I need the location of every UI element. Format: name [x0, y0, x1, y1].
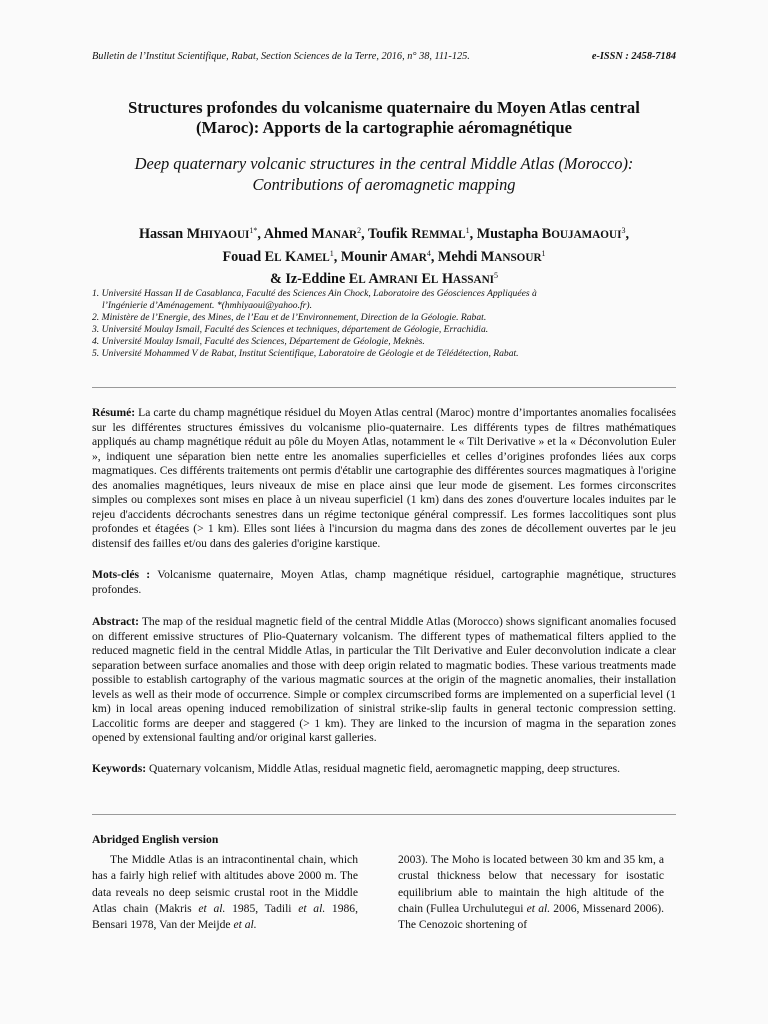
paper-title: [90, 98, 678, 138]
affiliation-4: 4. Université Moulay Ismail, Faculté des Sciences, Département de Géologie, Meknès.: [92, 336, 425, 348]
author-affil-sup: 5: [494, 271, 499, 280]
author-name: & Iz-Eddine E: [269, 271, 359, 287]
resume-paragraph: [92, 406, 676, 551]
author-name-smallcaps: AMEL: [296, 251, 330, 264]
author-name-smallcaps: EMMAL: [421, 229, 466, 241]
body-text: 2003). The Moho is located between 30 km and 35 km, a crustal thickness below that necessary for isostatic equilibrium able to maintain the high altitude of the chain (Fullea Urchulutegui: [398, 853, 664, 915]
resume-label: Résumé:: [92, 406, 136, 419]
author-name: K: [281, 248, 297, 265]
body-text: 1986, Bensari 1978, Van der Meijde: [92, 901, 359, 932]
journal-citation: Bulletin de l’Institut Scientifique, Rabat, Section Sciences de la Terre, 2016, n° 38, 111-125.: [92, 51, 470, 62]
title-line-1: Structures profondes du volcanisme quaternaire du Moyen Atlas central: [128, 98, 640, 117]
et-al: et al.: [526, 901, 551, 915]
et-al: et al.: [298, 901, 326, 915]
author-name-smallcaps: OUJAMAOUI: [551, 229, 622, 241]
author-name: , Mustapha B: [469, 226, 552, 242]
author-affil-sup: 4: [426, 248, 431, 258]
abstract-paragraph: [92, 615, 676, 746]
author-line-3: [90, 267, 678, 290]
divider: [92, 814, 676, 815]
keywords-paragraph: [92, 762, 676, 777]
body-text: 2006, Missenard 2006). The Cenozoic shortening of: [398, 901, 664, 932]
author-list: [90, 222, 678, 290]
keywords-label: Keywords:: [92, 762, 147, 775]
author-name: Fouad E: [222, 248, 275, 265]
body-text: The Middle Atlas is an intracontinental chain, which has a fairly high relief with altitudes above 2000 m. The data reveals no deep seismic crustal root in the Middle Atlas chain (Makris: [92, 853, 358, 915]
et-al: et al.: [233, 918, 257, 932]
abridged-left-column: [92, 852, 358, 933]
keywords-text: Quaternary volcanism, Middle Atlas, residual magnetic field, aeromagnetic mapping, deep structures.: [146, 762, 621, 775]
author-line-2: [90, 245, 678, 268]
issn: e-ISSN : 2458-7184: [591, 51, 676, 62]
author-affil-sup: 1: [329, 248, 334, 258]
motscles-text: Volcanisme quaternaire, Moyen Atlas, champ magnétique résiduel, cartographie magnétique, structures profondes.: [92, 568, 676, 596]
divider: [92, 387, 676, 388]
author-name-smallcaps: L: [430, 274, 439, 286]
author-name: , Mehdi M: [430, 248, 495, 265]
body-text: 1985, Tadili: [225, 901, 299, 915]
motscles-paragraph: [92, 568, 676, 597]
author-name-smallcaps: MAR: [400, 251, 427, 264]
author-line-1: [90, 222, 678, 245]
author-name-smallcaps: MRANI: [378, 274, 418, 286]
author-name: , Ahmed M: [257, 226, 325, 242]
author-affil-sup: 2: [357, 226, 362, 235]
affiliation-3: 3. Université Moulay Ismail, Faculté des Sciences et techniques, département de Géologie, Errachidia.: [92, 324, 489, 336]
author-affil-sup: 1: [541, 248, 546, 258]
et-al: et al.: [198, 901, 226, 915]
motscles-label: Mots-clés :: [92, 568, 151, 581]
affiliation-1: 1. Université Hassan II de Casablanca, Faculté des Sciences Ain Chock, Laboratoire des Géosciences Appliquées à: [92, 288, 537, 299]
abridged-heading: Abridged English version: [92, 833, 219, 846]
paper-subtitle: [90, 154, 678, 195]
affiliation-1-cont: l’Ingénierie d’Aménagement. *(hmhiyaoui@yahoo.fr).: [102, 300, 312, 312]
author-name-smallcaps: ASSANI: [452, 274, 495, 286]
affiliation-2: 2. Ministère de l’Energie, des Mines, de l’Eau et de l’Environnement, Direction de la Géologie. Rabat.: [92, 312, 487, 324]
subtitle-line-1: Deep quaternary volcanic structures in the central Middle Atlas (Morocco):: [134, 154, 634, 173]
author-affil-sup: 1: [465, 226, 470, 235]
author-name-smallcaps: ANSOUR: [494, 251, 542, 264]
running-header: [92, 51, 676, 62]
author-separator: ,: [625, 226, 629, 242]
author-affil-sup: 3: [621, 226, 626, 235]
author-name-smallcaps: L: [358, 274, 366, 286]
abstract-label: Abstract:: [92, 615, 140, 628]
abstract-text: The map of the residual magnetic field of the central Middle Atlas (Morocco) shows significant anomalies focused on different emissive structures of Plio-Quaternary volcanism. The different types of mathematical filters applied to the reduced magnetic field in the central Middle Atlas, in particular the Tilt Derivative and Euler deconvolution indicate a clear separation between surface anomalies and those with deep origin related to magmatic bodies. These various treatments made possible to establish cartography of the various magmatic sources at the origin of the magnetic anomalies, their installation levels as well as their mode of occurrence. Simple or complex circumscribed forms are implemented on a superficial level (1 km) in local areas opening induced remobilization of sinistral strike-slip faults in general tectonic compression setting. Laccolitic forms are deeper and staggered (> 1 km). They are linked to the incursion of magma in the separation zones opened by extensional faulting and/or original karst galleries.: [92, 615, 676, 744]
author-name-smallcaps: HIYAOUI: [200, 229, 250, 241]
author-name: H: [438, 271, 453, 287]
author-name-smallcaps: L: [274, 251, 282, 264]
subtitle-line-2: Contributions of aeromagnetic mapping: [252, 174, 516, 194]
affiliations: [92, 288, 676, 361]
author-name: E: [417, 271, 431, 287]
author-name: A: [365, 271, 379, 287]
title-line-2: (Maroc): Apports de la cartographie aéromagnétique: [196, 118, 572, 137]
author-affil-sup: 1*: [249, 226, 258, 235]
author-name: , Toufik R: [361, 226, 422, 242]
affiliation-5: 5. Université Mohammed V de Rabat, Institut Scientifique, Laboratoire de Géologie et de Télédétection, Rabat.: [92, 348, 519, 360]
resume-text: La carte du champ magnétique résiduel du Moyen Atlas central (Maroc) montre d’importantes anomalies focalisées sur les différentes structures émissives du volcanisme plio-quaternaire. Les différents types de filtres mathématiques appliqués au champ magnétique réduit au pôle du Moyen Atlas, notamment le « Tilt Derivative » et la « Déconvolution Euler », indiquent une séparation bien nette entre les anomalies superficielles et celles d’origines profondes liées aux corps magmatiques. Ces différents traitements ont permis d'établir une cartographie des différentes sources magmatiques à l'origine des anomalies magnétiques, leurs niveaux de mise en place ainsi que leur mode de gisement. Les formes circonscrites simples ou complexes sont mises en place à un niveau superficiel (1 km) dans des zones d'ouverture locales induites par le rejeu d'accidents décrochants senestres dans un régime tectonique général compressif. Les formes laccolitiques sont plus profondes et étagées (> 1 km). Elles sont liées à l'incursion du magma dans des zones de décollement ouvertes par le jeu distensif des failles et/ou dans des galeries d'origine karstique.: [92, 406, 676, 550]
author-name: , Mounir A: [333, 248, 401, 265]
author-name: Hassan M: [139, 226, 201, 242]
author-name-smallcaps: ANAR: [324, 229, 358, 241]
abridged-right-column: [398, 852, 664, 933]
